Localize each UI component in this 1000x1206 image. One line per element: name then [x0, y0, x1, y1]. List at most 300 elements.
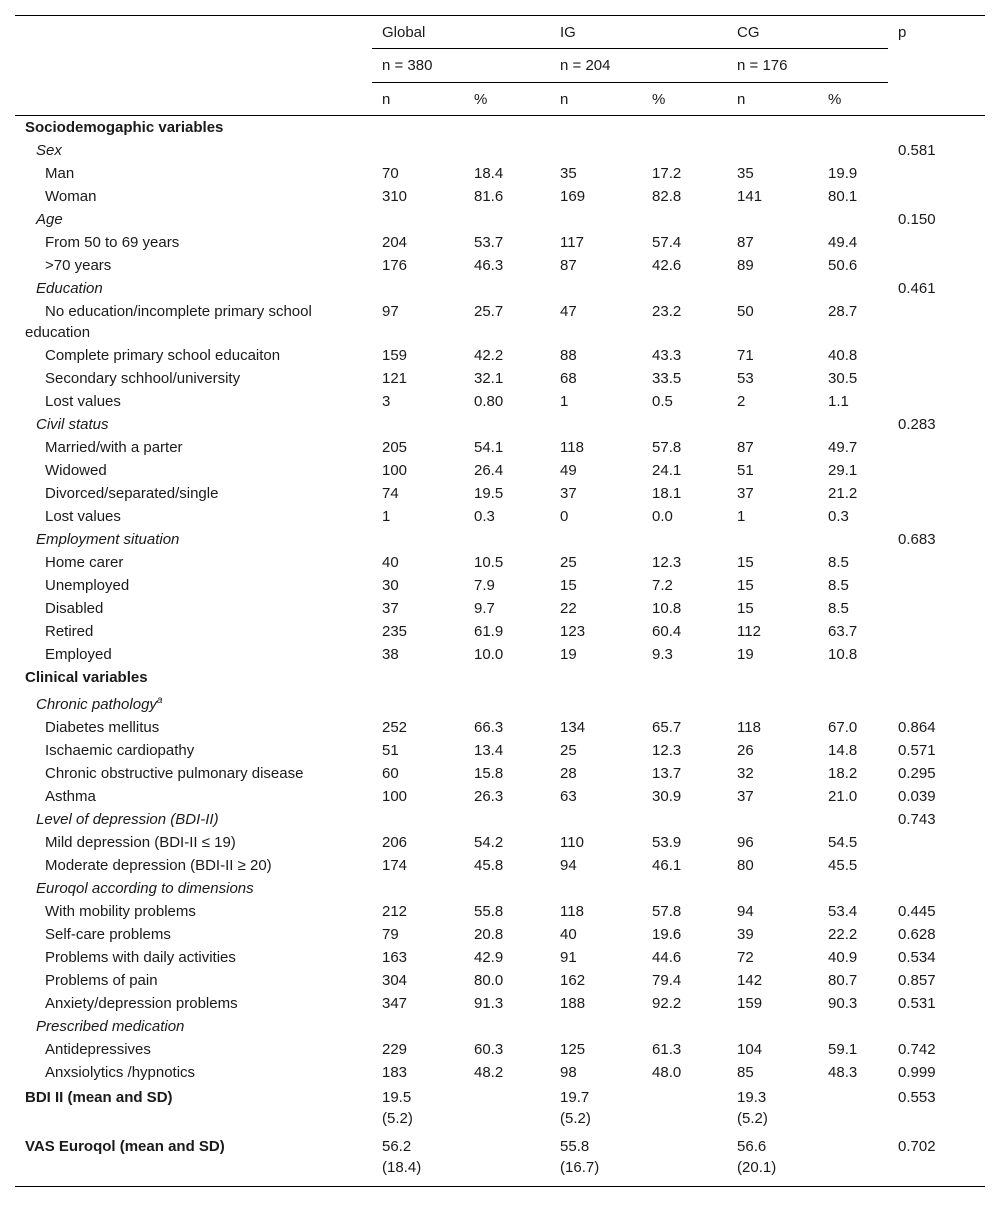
row-label: Moderate depression (BDI-II ≥ 20)	[45, 857, 272, 874]
footnote-marker: a	[156, 695, 163, 706]
empty-cell	[372, 1015, 474, 1038]
value-cell: 48.0	[652, 1064, 682, 1081]
value-cell: 25	[560, 742, 577, 759]
value-cell: 39	[737, 926, 754, 943]
value-cell: 15	[737, 600, 754, 617]
row-label: Self-care problems	[45, 926, 171, 943]
value-cell: 37	[382, 600, 399, 617]
value-cell: 310	[382, 188, 408, 205]
value-cell: 100	[382, 788, 408, 805]
value-cell: 1.1	[828, 393, 849, 410]
value-cell: 347	[382, 995, 408, 1012]
value-cell: 25	[560, 554, 577, 571]
table-row	[15, 597, 985, 620]
mean-value	[550, 1084, 652, 1133]
empty-cell	[727, 877, 828, 900]
value-cell: 29.1	[828, 462, 858, 479]
value-cell: 42.9	[474, 949, 504, 966]
category-label	[15, 139, 372, 162]
row-label: Antidepressives	[45, 1041, 151, 1058]
row-label: Asthma	[45, 788, 96, 805]
p-value	[888, 162, 985, 185]
value-cell: 30	[382, 577, 399, 594]
row-label: Problems with daily activities	[45, 949, 236, 966]
row-label: Diabetes mellitus	[45, 719, 160, 736]
empty-cell	[652, 139, 727, 162]
value-cell: 85	[737, 1064, 754, 1081]
value-cell: 7.2	[652, 577, 673, 594]
value-cell: 42.2	[474, 347, 504, 364]
value-cell: 7.9	[474, 577, 495, 594]
empty-cell	[828, 808, 888, 831]
value-cell: 70	[382, 165, 399, 182]
value-cell: 19	[737, 646, 754, 663]
value-cell: 10.5	[474, 554, 504, 571]
p-value: 0.571	[898, 742, 936, 759]
category-row	[15, 877, 985, 900]
table-row	[15, 231, 985, 254]
category-label-text: Employment situation	[36, 531, 180, 548]
value-cell: 0	[560, 508, 569, 525]
table-container	[15, 15, 985, 1187]
empty-cell	[652, 277, 727, 300]
category-label-text: Prescribed medication	[36, 1018, 185, 1035]
p-value	[888, 505, 985, 528]
category-label	[15, 689, 372, 716]
table-row	[15, 831, 985, 854]
value-cell: 21.0	[828, 788, 858, 805]
value-cell: 15.8	[474, 765, 504, 782]
p-value	[888, 436, 985, 459]
value-cell: 80.0	[474, 972, 504, 989]
value-cell: 98	[560, 1064, 577, 1081]
value-cell: 53.7	[474, 234, 504, 251]
value-cell: 46.1	[652, 857, 682, 874]
value-cell: 91.3	[474, 995, 504, 1012]
table-row	[15, 482, 985, 505]
p-value	[888, 344, 985, 367]
value-cell: 13.4	[474, 742, 504, 759]
value-cell: 8.5	[828, 554, 849, 571]
value-cell: 49.4	[828, 234, 858, 251]
p-value: 0.461	[898, 280, 936, 297]
p-value: 0.283	[898, 416, 936, 433]
row-label: With mobility problems	[45, 903, 196, 920]
mean: 19.5	[382, 1089, 412, 1106]
value-cell: 8.5	[828, 577, 849, 594]
p-value: 0.702	[888, 1133, 985, 1187]
value-cell: 38	[382, 646, 399, 663]
row-label: Lost values	[45, 393, 121, 410]
group-header-ig: IG	[550, 16, 727, 49]
empty-cell	[727, 208, 828, 231]
p-value	[888, 597, 985, 620]
value-cell: 9.3	[652, 646, 673, 663]
value-cell: 90.3	[828, 995, 858, 1012]
section-title: Clinical variables	[25, 669, 148, 686]
empty-cell	[550, 808, 652, 831]
value-cell: 40.9	[828, 949, 858, 966]
value-cell: 14.8	[828, 742, 858, 759]
sub-header: %	[474, 83, 550, 116]
value-cell: 80.7	[828, 972, 858, 989]
table-row	[15, 162, 985, 185]
value-cell: 88	[560, 347, 577, 364]
p-header: p	[888, 16, 985, 116]
value-cell: 134	[560, 719, 586, 736]
row-label: >70 years	[45, 257, 112, 274]
category-label	[15, 528, 372, 551]
table-row	[15, 900, 985, 923]
mean-value	[727, 1133, 828, 1187]
category-label-text: Chronic pathology	[36, 696, 157, 713]
p-value: 0.743	[898, 811, 936, 828]
row-label: Divorced/separated/single	[45, 485, 219, 502]
value-cell: 94	[560, 857, 577, 874]
table-row	[15, 390, 985, 413]
value-cell: 2	[737, 393, 746, 410]
row-label: Unemployed	[45, 577, 130, 594]
row-label: Anxiety/depression problems	[45, 995, 238, 1012]
empty-cell	[727, 139, 828, 162]
p-value: 0.039	[898, 788, 936, 805]
value-cell: 19.9	[828, 165, 858, 182]
value-cell: 15	[737, 577, 754, 594]
sd: (20.1)	[737, 1159, 777, 1176]
sd: (16.7)	[560, 1159, 600, 1176]
mean: 19.7	[560, 1089, 590, 1106]
mean-value	[372, 1084, 474, 1133]
empty-cell	[828, 1133, 888, 1187]
value-cell: 37	[737, 788, 754, 805]
value-cell: 42.6	[652, 257, 682, 274]
category-label	[15, 277, 372, 300]
value-cell: 80	[737, 857, 754, 874]
row-label: Married/with a parter	[45, 439, 183, 456]
table-row	[15, 344, 985, 367]
value-cell: 21.2	[828, 485, 858, 502]
value-cell: 63.7	[828, 623, 858, 640]
corner-cell	[15, 16, 372, 49]
size-cg: n = 176	[727, 49, 888, 83]
value-cell: 24.1	[652, 462, 682, 479]
value-cell: 3	[382, 393, 391, 410]
value-cell: 0.80	[474, 393, 504, 410]
empty-cell	[372, 877, 474, 900]
value-cell: 17.2	[652, 165, 682, 182]
value-cell: 22	[560, 600, 577, 617]
value-cell: 50.6	[828, 257, 858, 274]
empty-cell	[727, 689, 828, 716]
value-cell: 32.1	[474, 370, 504, 387]
value-cell: 49.7	[828, 439, 858, 456]
value-cell: 25.7	[474, 303, 504, 320]
empty-cell	[474, 689, 550, 716]
p-value: 0.445	[898, 903, 936, 920]
p-value: 0.683	[898, 531, 936, 548]
value-cell: 19.6	[652, 926, 682, 943]
p-value	[888, 1015, 985, 1038]
empty-cell	[828, 877, 888, 900]
p-value: 0.999	[898, 1064, 936, 1081]
value-cell: 45.5	[828, 857, 858, 874]
value-cell: 37	[560, 485, 577, 502]
row-label: Employed	[45, 646, 112, 663]
empty-cell	[474, 877, 550, 900]
value-cell: 1	[382, 508, 391, 525]
value-cell: 19	[560, 646, 577, 663]
value-cell: 12.3	[652, 554, 682, 571]
p-value	[888, 254, 985, 277]
value-cell: 10.0	[474, 646, 504, 663]
value-cell: 59.1	[828, 1041, 858, 1058]
empty-cell	[652, 413, 727, 436]
empty-cell	[727, 413, 828, 436]
mean-row	[15, 1084, 985, 1133]
value-cell: 159	[737, 995, 763, 1012]
category-label-text: Civil status	[36, 416, 109, 433]
value-cell: 53.9	[652, 834, 682, 851]
value-cell: 20.8	[474, 926, 504, 943]
table-row	[15, 923, 985, 946]
value-cell: 118	[737, 719, 761, 736]
value-cell: 110	[560, 834, 584, 851]
size-ig: n = 204	[550, 49, 727, 83]
p-value	[888, 367, 985, 390]
row-label: From 50 to 69 years	[45, 234, 180, 251]
value-cell: 121	[382, 370, 408, 387]
value-cell: 30.9	[652, 788, 682, 805]
value-cell: 55.8	[474, 903, 504, 920]
p-value: 0.628	[898, 926, 936, 943]
value-cell: 235	[382, 623, 408, 640]
empty-cell	[550, 528, 652, 551]
value-cell: 51	[737, 462, 754, 479]
value-cell: 159	[382, 347, 408, 364]
sub-header: %	[828, 83, 888, 116]
value-cell: 18.1	[652, 485, 682, 502]
value-cell: 35	[737, 165, 754, 182]
value-cell: 54.1	[474, 439, 504, 456]
value-cell: 12.3	[652, 742, 682, 759]
empty-cell	[652, 208, 727, 231]
section-row	[15, 116, 985, 140]
value-cell: 61.3	[652, 1041, 682, 1058]
empty-cell	[550, 413, 652, 436]
value-cell: 30.5	[828, 370, 858, 387]
p-value	[888, 689, 985, 716]
value-cell: 22.2	[828, 926, 858, 943]
empty-cell	[372, 139, 474, 162]
empty-cell	[474, 1084, 550, 1133]
table-body	[15, 116, 985, 1187]
empty-cell	[474, 1015, 550, 1038]
category-label	[15, 413, 372, 436]
value-cell: 51	[382, 742, 399, 759]
value-cell: 79.4	[652, 972, 682, 989]
mean: 19.3	[737, 1089, 767, 1106]
value-cell: 92.2	[652, 995, 682, 1012]
mean: 56.6	[737, 1138, 767, 1155]
value-cell: 53	[737, 370, 754, 387]
value-cell: 0.5	[652, 393, 673, 410]
value-cell: 15	[737, 554, 754, 571]
value-cell: 125	[560, 1041, 586, 1058]
empty-cell	[550, 208, 652, 231]
empty-cell	[474, 413, 550, 436]
empty-cell	[474, 528, 550, 551]
sd: (5.2)	[560, 1110, 591, 1127]
value-cell: 117	[560, 234, 584, 251]
p-value: 0.742	[898, 1041, 936, 1058]
empty-cell	[652, 1084, 727, 1133]
p-value: 0.531	[898, 995, 936, 1012]
category-row	[15, 139, 985, 162]
value-cell: 19.5	[474, 485, 504, 502]
empty-cell	[372, 277, 474, 300]
table-row	[15, 992, 985, 1015]
empty-cell	[652, 1133, 727, 1187]
value-cell: 60	[382, 765, 399, 782]
value-cell: 50	[737, 303, 754, 320]
value-cell: 204	[382, 234, 408, 251]
sub-header: n	[372, 83, 474, 116]
value-cell: 97	[382, 303, 399, 320]
value-cell: 169	[560, 188, 586, 205]
value-cell: 71	[737, 347, 754, 364]
table-row	[15, 643, 985, 666]
value-cell: 28.7	[828, 303, 858, 320]
category-row	[15, 277, 985, 300]
p-value	[888, 390, 985, 413]
sub-header: n	[727, 83, 828, 116]
value-cell: 91	[560, 949, 577, 966]
value-cell: 54.5	[828, 834, 858, 851]
value-cell: 9.7	[474, 600, 495, 617]
value-cell: 68	[560, 370, 577, 387]
value-cell: 67.0	[828, 719, 858, 736]
empty-cell	[474, 808, 550, 831]
value-cell: 54.2	[474, 834, 504, 851]
empty-cell	[474, 139, 550, 162]
category-label	[15, 808, 372, 831]
empty-cell	[474, 1133, 550, 1187]
value-cell: 87	[737, 439, 754, 456]
empty-cell	[652, 528, 727, 551]
empty-cell	[652, 808, 727, 831]
value-cell: 304	[382, 972, 408, 989]
table-row	[15, 785, 985, 808]
value-cell: 1	[737, 508, 746, 525]
section-row	[15, 666, 985, 689]
row-label: Home carer	[45, 554, 124, 571]
empty-cell	[828, 1084, 888, 1133]
value-cell: 37	[737, 485, 754, 502]
value-cell: 26.4	[474, 462, 504, 479]
empty-cell	[550, 1015, 652, 1038]
value-cell: 206	[382, 834, 408, 851]
mean-label: BDI II (mean and SD)	[25, 1089, 173, 1106]
p-value	[888, 643, 985, 666]
value-cell: 252	[382, 719, 408, 736]
sub-header: n	[550, 83, 652, 116]
empty-cell	[727, 808, 828, 831]
category-row	[15, 689, 985, 716]
value-cell: 123	[560, 623, 586, 640]
value-cell: 66.3	[474, 719, 504, 736]
group-header-global: Global	[372, 16, 550, 49]
p-value	[888, 831, 985, 854]
empty-cell	[652, 689, 727, 716]
value-cell: 81.6	[474, 188, 504, 205]
value-cell: 118	[560, 439, 584, 456]
value-cell: 0.3	[828, 508, 849, 525]
p-value: 0.553	[898, 1089, 936, 1106]
row-label: Man	[45, 165, 75, 182]
row-label: Woman	[45, 188, 97, 205]
table-row	[15, 551, 985, 574]
row-label: Retired	[45, 623, 94, 640]
value-cell: 163	[382, 949, 408, 966]
table-row	[15, 1061, 985, 1084]
empty-cell	[727, 1015, 828, 1038]
category-row	[15, 208, 985, 231]
p-value	[888, 231, 985, 254]
size-global: n = 380	[372, 49, 550, 83]
category-label	[15, 1015, 372, 1038]
mean-row	[15, 1133, 985, 1187]
value-cell: 174	[382, 857, 408, 874]
table-row	[15, 574, 985, 597]
empty-cell	[828, 689, 888, 716]
value-cell: 10.8	[828, 646, 858, 663]
table-row	[15, 762, 985, 785]
row-label: Problems of pain	[45, 972, 158, 989]
row-label: Disabled	[45, 600, 104, 617]
p-value	[888, 877, 985, 900]
value-cell: 49	[560, 462, 577, 479]
sd: (18.4)	[382, 1159, 422, 1176]
value-cell: 60.3	[474, 1041, 504, 1058]
empty-cell	[474, 277, 550, 300]
p-value: 0.534	[898, 949, 936, 966]
table-row	[15, 300, 985, 344]
empty-cell	[550, 689, 652, 716]
p-value	[888, 300, 985, 344]
value-cell: 35	[560, 165, 577, 182]
value-cell: 26.3	[474, 788, 504, 805]
value-cell: 57.4	[652, 234, 682, 251]
table-row	[15, 620, 985, 643]
value-cell: 18.2	[828, 765, 858, 782]
value-cell: 48.3	[828, 1064, 858, 1081]
table-row	[15, 505, 985, 528]
row-label: No education/incomplete primary school education	[25, 303, 312, 341]
category-label	[15, 208, 372, 231]
value-cell: 63	[560, 788, 577, 805]
mean: 55.8	[560, 1138, 590, 1155]
row-label: Widowed	[45, 462, 107, 479]
value-cell: 40	[560, 926, 577, 943]
row-label: Complete primary school educaiton	[45, 347, 281, 364]
value-cell: 57.8	[652, 903, 682, 920]
value-cell: 80.1	[828, 188, 858, 205]
category-label-text: Age	[36, 211, 63, 228]
sd: (5.2)	[382, 1110, 413, 1127]
empty-cell	[652, 1015, 727, 1038]
category-row	[15, 528, 985, 551]
p-value: 0.857	[898, 972, 936, 989]
